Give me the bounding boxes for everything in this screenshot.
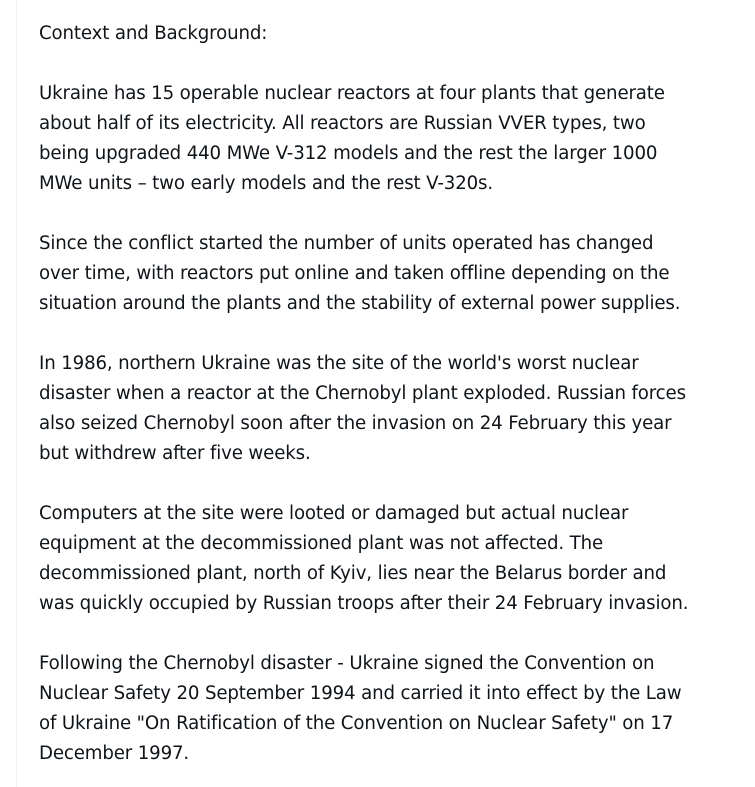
post-paragraph-conflict: Since the conflict started the number of units operated has changed over time, with reactors put online and taken offline depending on the situation around the plants and the stability of external power supplies. xyxy=(39,233,681,314)
post-paragraph-looting: Computers at the site were looted or damaged but actual nuclear equipment at the decommissioned plant was not affected. The decommissioned plant, north of Kyiv, lies near the Belarus border and was quickly occupied by Russian troops after their 24 February invasion. xyxy=(39,503,689,614)
post-heading: Context and Background: xyxy=(39,23,268,44)
post-paragraph-reactors: Ukraine has 15 operable nuclear reactors at four plants that generate about half of its electricity. All reactors are Russian VVER types, two being upgraded 440 MWe V-312 models and the rest the larger 1000 MWe units – two early models and the rest V-320s. xyxy=(39,83,665,194)
post-paragraph-chernobyl-1986: In 1986, northern Ukraine was the site of the world's worst nuclear disaster when a reactor at the Chernobyl plant exploded. Russian forces also seized Chernobyl soon after the invasion on 24 February this year but withdrew after five weeks. xyxy=(39,353,686,464)
post-text xyxy=(39,19,751,769)
thread-divider-line xyxy=(16,0,17,787)
post-paragraph-convention: Following the Chernobyl disaster - Ukraine signed the Convention on Nuclear Safety 20 September 1994 and carried it into effect by the Law of Ukraine "On Ratification of the Convention on Nuclear Safety" on 17 December 1997. xyxy=(39,653,682,764)
